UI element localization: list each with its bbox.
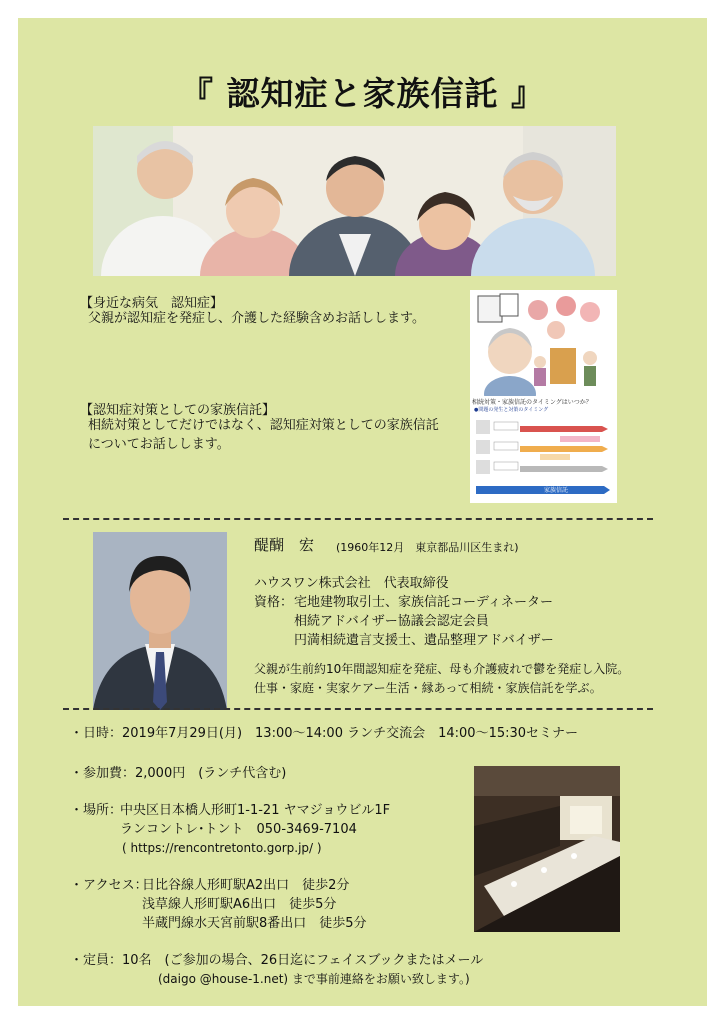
dashed-divider bbox=[63, 518, 653, 520]
event-access-1: 日比谷線人形町駅A2出口 徒歩2分 bbox=[142, 878, 350, 893]
speaker-birth: (1960年12月 東京都品川区生まれ) bbox=[336, 541, 519, 554]
speaker-company: ハウスワン株式会社 代表取締役 bbox=[254, 576, 449, 591]
speaker-bio-2: 仕事・家庭・実家ケアー生活・縁あって相続・家族信託を学ぶ。 bbox=[254, 681, 602, 695]
event-access-3: 半蔵門線水天宮前駅8番出口 徒歩5分 bbox=[142, 916, 367, 931]
event-place-address: 中央区日本橋人形町1-1-21 ヤマジョウビル1F bbox=[120, 803, 391, 818]
event-contact-note: (daigo @house-1.net) まで事前連絡をお願い致します。) bbox=[158, 972, 470, 986]
qualification-2: 相続アドバイザー協議会認定会員 bbox=[294, 614, 489, 629]
speaker-portrait bbox=[93, 532, 227, 710]
restaurant-interior-photo bbox=[474, 766, 620, 932]
section-trust-body-2: についてお話しします。 bbox=[88, 437, 230, 452]
page-title: 『 認知症と家族信託 』 bbox=[180, 74, 545, 113]
section-trust-heading: 【認知症対策としての家族信託】 bbox=[80, 403, 276, 418]
event-access-label: ・アクセス： bbox=[70, 878, 148, 893]
speaker-name: 醍醐 宏 bbox=[254, 536, 315, 554]
event-datetime: ・日時：2019年7月29日(月) 13:00～14:00 ランチ交流会 14:00～15:30セミナー bbox=[70, 726, 579, 741]
seniors-group-photo bbox=[93, 126, 616, 276]
chart-thumb-title: 相続対策・家族信託のタイミングはいつか？ bbox=[472, 399, 592, 406]
section-dementia-body: 父親が認知症を発症し、介護した経験含めお話しします。 bbox=[88, 311, 425, 326]
qualification-1: 宅地建物取引士、家族信託コーディネーター bbox=[294, 595, 553, 610]
event-fee: ・参加費：2,000円 (ランチ代含む) bbox=[70, 766, 287, 781]
section-trust-body-1: 相続対策としてだけではなく、認知症対策としての家族信託 bbox=[88, 418, 439, 433]
flyer bbox=[18, 18, 707, 1006]
qualification-3: 円満相続遺言支援士、遺品整理アドバイザー bbox=[294, 633, 554, 648]
event-place-url[interactable]: ( https://rencontretonto.gorp.jp/ ) bbox=[122, 841, 322, 855]
dashed-divider bbox=[63, 708, 653, 710]
trust-timing-chart-thumbnail bbox=[470, 396, 617, 503]
chart-thumb-bar-label: 家族信託 bbox=[544, 487, 569, 494]
qualification-label: 資格： bbox=[254, 595, 294, 610]
section-dementia-heading: 【身近な病気 認知症】 bbox=[80, 296, 224, 311]
event-place-venue: ランコントレ･トント 050-3469-7104 bbox=[120, 822, 357, 837]
dementia-illustration bbox=[470, 290, 617, 396]
chart-thumb-subtitle: ●問題の発生と対策のタイミング bbox=[474, 407, 549, 413]
event-capacity: ・定員：10名 (ご参加の場合、26日迄にフェイスブックまたはメール bbox=[70, 953, 484, 968]
event-access-2: 浅草線人形町駅A6出口 徒歩5分 bbox=[142, 897, 337, 912]
event-place-label: ・場所： bbox=[70, 803, 123, 818]
speaker-bio-1: 父親が生前約10年間認知症を発症、母も介護疲れで鬱を発症し入院。 bbox=[254, 662, 630, 676]
